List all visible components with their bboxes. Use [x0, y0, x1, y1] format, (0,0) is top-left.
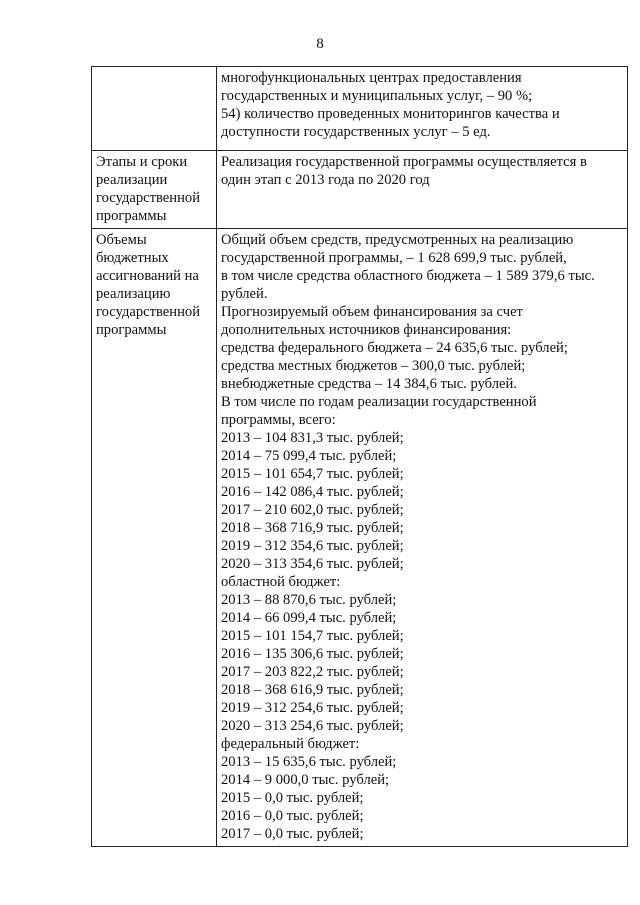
content-line: 2018 – 368 716,9 тыс. рублей; — [221, 520, 404, 536]
label-line: Этапы и сроки — [96, 154, 188, 170]
label-line: программы — [96, 322, 167, 338]
row-label-cell — [92, 151, 217, 229]
program-passport-table — [91, 66, 628, 847]
continuation-row — [92, 67, 628, 151]
content-line: в том числе средства областного бюджета – 1 589 379,6 тыс. — [221, 268, 595, 284]
content-line: В том числе по годам реализации государственной — [221, 394, 537, 410]
content-line: 2013 – 104 831,3 тыс. рублей; — [221, 430, 404, 446]
content-line: 2020 – 313 254,6 тыс. рублей; — [221, 718, 404, 734]
content-line: 2014 – 75 099,4 тыс. рублей; — [221, 448, 397, 464]
content-line: 2013 – 88 870,6 тыс. рублей; — [221, 592, 397, 608]
content-line: Прогнозируемый объем финансирования за счет — [221, 304, 523, 320]
stages-and-timing-row — [92, 151, 628, 229]
content-line: 2018 – 368 616,9 тыс. рублей; — [221, 682, 404, 698]
content-line: 2016 – 142 086,4 тыс. рублей; — [221, 484, 404, 500]
content-line: 2016 – 0,0 тыс. рублей; — [221, 808, 364, 824]
content-line: 2015 – 0,0 тыс. рублей; — [221, 790, 364, 806]
content-line: один этап с 2013 года по 2020 год — [221, 172, 430, 188]
content-line: дополнительных источников финансирования: — [221, 322, 512, 338]
content-line: средства местных бюджетов – 300,0 тыс. рублей; — [221, 358, 526, 374]
content-line: Реализация государственной программы осуществляется в — [221, 154, 587, 170]
content-line: 2013 – 15 635,6 тыс. рублей; — [221, 754, 397, 770]
label-line: ассигнований на — [96, 268, 199, 284]
row-content-cell — [217, 67, 628, 151]
content-line: 2020 – 313 354,6 тыс. рублей; — [221, 556, 404, 572]
content-line: 2015 – 101 654,7 тыс. рублей; — [221, 466, 404, 482]
content-line: рублей. — [221, 286, 268, 302]
label-line: бюджетных — [96, 250, 169, 266]
row-label-cell — [92, 229, 217, 847]
row-label-cell — [92, 67, 217, 151]
label-line: реализацию — [96, 286, 171, 302]
label-line: государственной — [96, 190, 201, 206]
content-line: государственной программы, – 1 628 699,9 тыс. рублей, — [221, 250, 567, 266]
content-line: 54) количество проведенных мониторингов качества и — [221, 106, 560, 122]
content-line: доступности государственных услуг – 5 ед. — [221, 124, 491, 140]
content-line: областной бюджет: — [221, 574, 341, 590]
content-line: программы, всего: — [221, 412, 336, 428]
content-line: средства федерального бюджета – 24 635,6 тыс. рублей; — [221, 340, 568, 356]
label-line: Объемы — [96, 232, 147, 248]
budget-allocations-row — [92, 229, 628, 847]
content-line: внебюджетные средства – 14 384,6 тыс. рублей. — [221, 376, 517, 392]
label-line: реализации — [96, 172, 168, 188]
content-line: 2019 – 312 254,6 тыс. рублей; — [221, 700, 404, 716]
content-line: многофункциональных центрах предоставления — [221, 70, 522, 86]
label-line: государственной — [96, 304, 201, 320]
content-line: 2017 – 203 822,2 тыс. рублей; — [221, 664, 404, 680]
content-line: 2017 – 0,0 тыс. рублей; — [221, 826, 364, 842]
content-line: 2015 – 101 154,7 тыс. рублей; — [221, 628, 404, 644]
row-content-cell — [217, 151, 628, 229]
content-line: федеральный бюджет: — [221, 736, 360, 752]
content-line: 2019 – 312 354,6 тыс. рублей; — [221, 538, 404, 554]
content-line: Общий объем средств, предусмотренных на реализацию — [221, 232, 574, 248]
content-line: 2014 – 66 099,4 тыс. рублей; — [221, 610, 397, 626]
content-line: 2016 – 135 306,6 тыс. рублей; — [221, 646, 404, 662]
content-line: 2017 – 210 602,0 тыс. рублей; — [221, 502, 404, 518]
row-content-cell — [217, 229, 628, 847]
content-line: государственных и муниципальных услуг, – 90 %; — [221, 88, 533, 104]
page-number: 8 — [316, 36, 324, 52]
label-line: программы — [96, 208, 167, 224]
content-line: 2014 – 9 000,0 тыс. рублей; — [221, 772, 390, 788]
